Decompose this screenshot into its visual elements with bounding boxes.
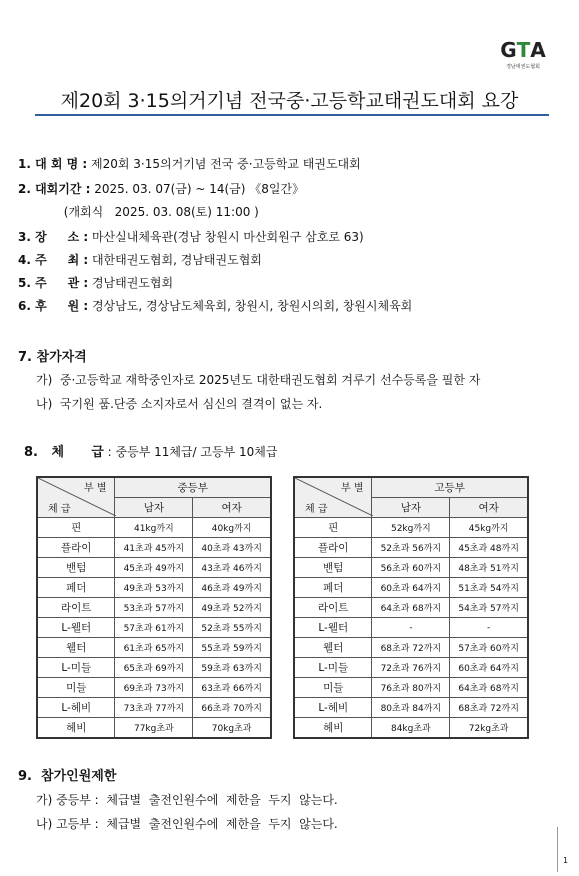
table-row [37, 658, 271, 678]
female-limit-cell: 45초과 48까지 [450, 538, 528, 558]
table-row [37, 558, 271, 578]
title-underline [35, 114, 549, 116]
weight-class-cell: L-미들 [294, 658, 372, 678]
female-limit-cell: 64초과 68까지 [450, 678, 528, 698]
female-limit-cell: 57초과 60까지 [450, 638, 528, 658]
female-header: 여자 [193, 498, 271, 518]
weight-class-cell: 페더 [294, 578, 372, 598]
section-7-item-1: 가) 중·고등학교 재학중인자로 2025년도 대한태권도협회 겨루기 선수등록을 필한 자 [36, 373, 481, 387]
male-limit-cell: 56초과 60까지 [372, 558, 450, 578]
section-8-desc: : 중등부 11체급/ 고등부 10체급 [103, 445, 278, 459]
female-limit-cell: 40초과 43까지 [193, 538, 271, 558]
section-9-heading: 9. 참가인원제한 [18, 769, 117, 784]
info-line-opening: (개회식 2025. 03. 08(토) 11:00 ) [18, 205, 259, 219]
female-limit-cell: 68초과 72까지 [450, 698, 528, 718]
weight-class-cell: 플라이 [37, 538, 115, 558]
female-limit-cell: 55초과 59까지 [193, 638, 271, 658]
male-limit-cell: 80초과 84까지 [372, 698, 450, 718]
weight-class-cell: 플라이 [294, 538, 372, 558]
female-limit-cell: 46초과 49까지 [193, 578, 271, 598]
logo-subtitle: 경남태권도협회 [506, 64, 540, 70]
male-limit-cell: 61초과 65까지 [115, 638, 193, 658]
male-limit-cell: 60초과 64까지 [372, 578, 450, 598]
weight-class-cell: 웰터 [37, 638, 115, 658]
weight-class-cell: 핀 [37, 518, 115, 538]
weight-class-cell: L-웰터 [37, 618, 115, 638]
male-limit-cell: 73초과 77까지 [115, 698, 193, 718]
female-limit-cell: 43초과 46까지 [193, 558, 271, 578]
high-school-weight-table [293, 476, 529, 739]
division-header: 고등부 [372, 477, 528, 498]
section-7-heading: 7. 참가자격 [18, 350, 87, 365]
section-7-item-2: 나) 국기원 품.단증 소지자로서 심신의 결격이 없는 자. [36, 397, 323, 411]
weight-class-cell: L-웰터 [294, 618, 372, 638]
male-limit-cell: 52초과 56까지 [372, 538, 450, 558]
female-limit-cell: 40kg까지 [193, 518, 271, 538]
weight-class-cell: 라이트 [37, 598, 115, 618]
male-limit-cell: 76초과 80까지 [372, 678, 450, 698]
female-limit-cell: 51초과 54까지 [450, 578, 528, 598]
male-limit-cell: 72초과 76까지 [372, 658, 450, 678]
male-limit-cell: 77kg초과 [115, 718, 193, 739]
weight-class-cell: 밴텀 [37, 558, 115, 578]
info-line-6: 6. 후 원 : 경상남도, 경상남도체육회, 창원시, 창원시의회, 창원시체육회 [18, 299, 413, 313]
male-limit-cell: 45초과 49까지 [115, 558, 193, 578]
section-9-item-1: 가) 중등부 : 체급별 출전인원수에 제한을 두지 않는다. [36, 793, 338, 807]
female-limit-cell: - [450, 618, 528, 638]
division-header: 중등부 [115, 477, 271, 498]
logo-letter-t: T [516, 38, 531, 62]
table-row [294, 558, 528, 578]
table-row [294, 678, 528, 698]
male-limit-cell: 84kg초과 [372, 718, 450, 739]
table-row [37, 538, 271, 558]
info-line-1: 1. 대 회 명 : 제20회 3·15의거기념 전국 중·고등학교 태권도대회 [18, 157, 361, 171]
info-line-5: 5. 주 관 : 경남태권도협회 [18, 276, 174, 290]
female-limit-cell: 63초과 66까지 [193, 678, 271, 698]
female-limit-cell: 59초과 63까지 [193, 658, 271, 678]
section-8-heading: 8. 체 급 [24, 445, 104, 460]
male-limit-cell: 49초과 53까지 [115, 578, 193, 598]
female-limit-cell: 52초과 55까지 [193, 618, 271, 638]
male-limit-cell: 53초과 57까지 [115, 598, 193, 618]
logo-letter-g: G [500, 38, 517, 62]
weight-class-cell: L-미들 [37, 658, 115, 678]
male-limit-cell: 41초과 45까지 [115, 538, 193, 558]
page-number: 1 [563, 856, 569, 865]
female-limit-cell: 48초과 51까지 [450, 558, 528, 578]
gta-logo [498, 36, 548, 72]
weight-class-cell: 헤비 [294, 718, 372, 739]
weight-class-cell: 핀 [294, 518, 372, 538]
middle-school-weight-table [36, 476, 272, 739]
weight-class-cell: 페더 [37, 578, 115, 598]
male-limit-cell: 41kg까지 [115, 518, 193, 538]
table-row [37, 618, 271, 638]
table-row [37, 678, 271, 698]
weight-class-cell: L-헤비 [294, 698, 372, 718]
document-title: 제20회 3·15의거기념 전국중·고등학교태권도대회 요강 [60, 90, 519, 112]
male-limit-cell: 57초과 61까지 [115, 618, 193, 638]
table-row [294, 518, 528, 538]
logo-letter-a: A [530, 38, 546, 62]
female-header: 여자 [450, 498, 528, 518]
female-limit-cell: 45kg까지 [450, 518, 528, 538]
table-row [294, 618, 528, 638]
female-limit-cell: 49초과 52까지 [193, 598, 271, 618]
male-limit-cell: 69초과 73까지 [115, 678, 193, 698]
female-limit-cell: 66초과 70까지 [193, 698, 271, 718]
page-margin-line [557, 827, 558, 872]
weight-class-cell: L-헤비 [37, 698, 115, 718]
female-limit-cell: 72kg초과 [450, 718, 528, 739]
weight-class-cell: 미들 [294, 678, 372, 698]
table-row [294, 598, 528, 618]
info-line-2: 2. 대회기간 : 2025. 03. 07(금) ~ 14(금) 《8일간》 [18, 182, 305, 196]
table-row [37, 598, 271, 618]
weight-class-cell: 미들 [37, 678, 115, 698]
table-row [37, 718, 271, 739]
male-limit-cell: 52kg까지 [372, 518, 450, 538]
female-limit-cell: 70kg초과 [193, 718, 271, 739]
male-header: 남자 [372, 498, 450, 518]
weight-class-cell: 헤비 [37, 718, 115, 739]
female-limit-cell: 60초과 64까지 [450, 658, 528, 678]
table-row [294, 538, 528, 558]
info-line-4: 4. 주 최 : 대한태권도협회, 경남태권도협회 [18, 253, 262, 267]
table-row [294, 718, 528, 739]
table-row [37, 638, 271, 658]
table-row [294, 578, 528, 598]
weight-class-cell: 라이트 [294, 598, 372, 618]
male-limit-cell: 64초과 68까지 [372, 598, 450, 618]
table-row [294, 698, 528, 718]
table-row [294, 638, 528, 658]
male-limit-cell: - [372, 618, 450, 638]
section-8-line [24, 441, 277, 460]
female-limit-cell: 54초과 57까지 [450, 598, 528, 618]
table-corner-header: 부 별 체 급 [37, 477, 115, 518]
section-9-item-2: 나) 고등부 : 체급별 출전인원수에 제한을 두지 않는다. [36, 817, 338, 831]
weight-class-cell: 밴텀 [294, 558, 372, 578]
table-row [37, 578, 271, 598]
table-row [37, 518, 271, 538]
male-limit-cell: 65초과 69까지 [115, 658, 193, 678]
weight-class-cell: 웰터 [294, 638, 372, 658]
info-line-3: 3. 장 소 : 마산실내체육관(경남 창원시 마산회원구 삼호로 63) [18, 230, 364, 244]
table-row [37, 698, 271, 718]
table-corner-header: 부 별 체 급 [294, 477, 372, 518]
male-limit-cell: 68초과 72까지 [372, 638, 450, 658]
male-header: 남자 [115, 498, 193, 518]
table-row [294, 658, 528, 678]
